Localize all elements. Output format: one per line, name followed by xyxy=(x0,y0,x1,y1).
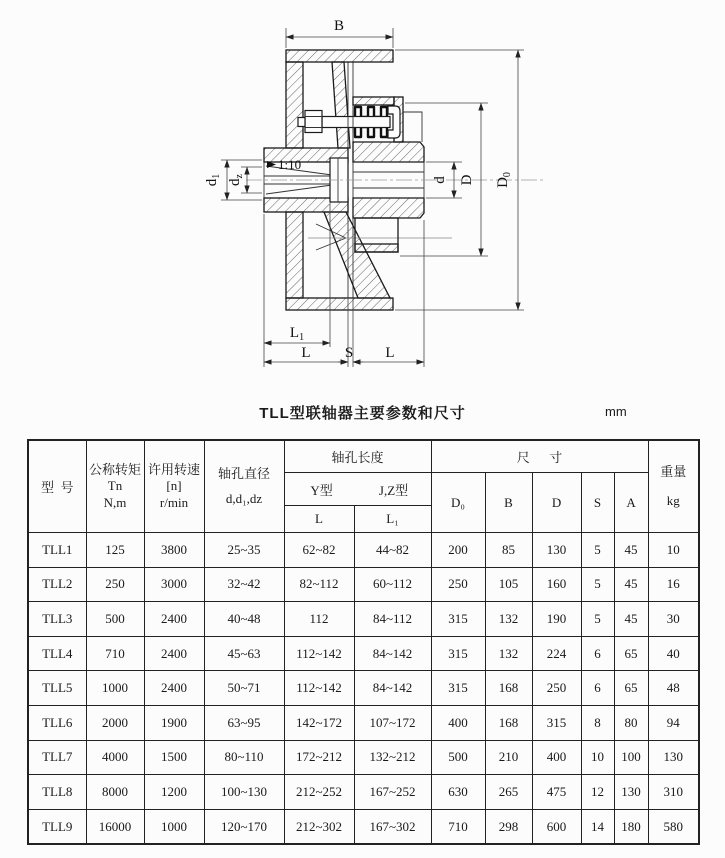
table-row xyxy=(28,809,699,844)
table-cell: 1000 xyxy=(144,809,204,844)
header-bore-line: d,d₁,dz xyxy=(225,490,263,506)
table-cell: 125 xyxy=(86,533,144,568)
web-lower xyxy=(324,212,390,298)
table-cell: 167~302 xyxy=(354,809,431,844)
table-cell: 65 xyxy=(614,636,648,671)
cell-model: TLL4 xyxy=(28,636,86,671)
table-cell: 60~112 xyxy=(354,567,431,602)
header-jz-type: J,Z型 xyxy=(378,482,409,498)
table-cell: 1900 xyxy=(144,705,204,740)
table-cell: 315 xyxy=(532,705,581,740)
header-bore-diameter xyxy=(204,440,284,533)
bolt-shaft xyxy=(322,117,390,128)
right-hub-section xyxy=(353,142,424,252)
table-cell: 212~302 xyxy=(284,809,354,844)
grid-spring-bottom xyxy=(355,127,387,137)
label-D0: $D_0$ xyxy=(495,172,513,188)
table-cell: 6 xyxy=(581,671,614,706)
spring-housing-top xyxy=(353,97,394,105)
table-cell: 3800 xyxy=(144,533,204,568)
label-D: D xyxy=(459,174,475,186)
table-cell: 82~112 xyxy=(284,567,354,602)
table-cell: 630 xyxy=(431,775,485,810)
table-row xyxy=(28,705,699,740)
table-cell: 8000 xyxy=(86,775,144,810)
table-cell: 25~35 xyxy=(204,533,284,568)
table-cell: 32~42 xyxy=(204,567,284,602)
table-cell: 5 xyxy=(581,602,614,637)
table-cell: 100 xyxy=(614,740,648,775)
table-cell: 172~212 xyxy=(284,740,354,775)
header-col-D: D xyxy=(532,473,581,533)
table-cell: 8 xyxy=(581,705,614,740)
table-cell: 112 xyxy=(284,602,354,637)
table-cell: 168 xyxy=(485,671,532,706)
table-cell: 65 xyxy=(614,671,648,706)
table-cell: 80 xyxy=(614,705,648,740)
table-cell: 250 xyxy=(86,567,144,602)
header-torque-line: Tn xyxy=(107,478,123,494)
table-cell: 400 xyxy=(431,705,485,740)
table-cell: 4000 xyxy=(86,740,144,775)
table-cell: 30 xyxy=(648,602,699,637)
table-cell: 210 xyxy=(485,740,532,775)
table-cell: 710 xyxy=(431,809,485,844)
table-cell: 6 xyxy=(581,636,614,671)
header-y-type: Y型 xyxy=(310,482,333,498)
table-cell: 14 xyxy=(581,809,614,844)
taper-label: 1:10 xyxy=(278,157,302,172)
table-cell: 2400 xyxy=(144,636,204,671)
header-col-A: A xyxy=(614,473,648,533)
label-S: S xyxy=(344,345,354,361)
table-cell: 500 xyxy=(431,740,485,775)
table-cell: 112~142 xyxy=(284,671,354,706)
table-cell: 1200 xyxy=(144,775,204,810)
table-title: TLL型联轴器主要参数和尺寸 xyxy=(259,405,466,422)
table-cell: 16 xyxy=(648,567,699,602)
cell-model: TLL5 xyxy=(28,671,86,706)
header-model: 型 号 xyxy=(28,440,86,533)
rim-top-cap xyxy=(286,50,393,62)
table-cell: 40 xyxy=(648,636,699,671)
table-cell: 45 xyxy=(614,602,648,637)
table-cell: 105 xyxy=(485,567,532,602)
table-cell: 40~48 xyxy=(204,602,284,637)
web-upper xyxy=(332,62,350,148)
cell-model: TLL3 xyxy=(28,602,86,637)
table-cell: 212~252 xyxy=(284,775,354,810)
header-weight xyxy=(648,440,699,533)
table-cell: 84~112 xyxy=(354,602,431,637)
label-L-left: L xyxy=(301,345,311,361)
header-bore-types xyxy=(284,473,431,506)
table-cell: 84~142 xyxy=(354,671,431,706)
table-row xyxy=(28,533,699,568)
table-cell: 94 xyxy=(648,705,699,740)
table-cell: 132 xyxy=(485,636,532,671)
unit-label: mm xyxy=(605,404,627,419)
table-cell: 2400 xyxy=(144,602,204,637)
table-cell: 400 xyxy=(532,740,581,775)
table-cell: 80~110 xyxy=(204,740,284,775)
table-cell: 84~142 xyxy=(354,636,431,671)
header-col-S: S xyxy=(581,473,614,533)
table-cell: 63~95 xyxy=(204,705,284,740)
header-weight-line: kg xyxy=(666,492,680,508)
table-cell: 167~252 xyxy=(354,775,431,810)
header-speed-line: [n] xyxy=(166,478,182,494)
table-cell: 10 xyxy=(648,533,699,568)
table-cell: 5 xyxy=(581,567,614,602)
table-row xyxy=(28,775,699,810)
table-cell: 1000 xyxy=(86,671,144,706)
table-cell: 112~142 xyxy=(284,636,354,671)
table-row xyxy=(28,740,699,775)
header-torque-line: N,m xyxy=(103,494,127,510)
header-speed-line: 许用转速 xyxy=(147,462,200,478)
header-dimensions: 尺 寸 xyxy=(431,440,648,473)
header-bore-line: 轴孔直径 xyxy=(217,466,270,482)
parameters-table xyxy=(27,439,700,845)
left-wall-lower xyxy=(286,212,303,298)
header-col-L: L xyxy=(284,506,354,533)
table-row xyxy=(28,636,699,671)
table-cell: 580 xyxy=(648,809,699,844)
header-torque xyxy=(86,440,144,533)
table-cell: 160 xyxy=(532,567,581,602)
table-cell: 298 xyxy=(485,809,532,844)
header-bore-length: 轴孔长度 xyxy=(284,440,431,473)
table-cell: 265 xyxy=(485,775,532,810)
left-wall-upper xyxy=(286,62,303,148)
right-hub-flange-lower xyxy=(353,198,424,218)
taper-bore-line-lower xyxy=(266,185,332,194)
label-B: B xyxy=(333,18,345,34)
grid-spring-top xyxy=(355,107,387,117)
table-caption xyxy=(0,402,725,424)
table-row xyxy=(28,602,699,637)
table-cell: 100~130 xyxy=(204,775,284,810)
right-hub-flange-upper xyxy=(353,142,424,162)
table-cell: 315 xyxy=(431,602,485,637)
table-cell: 62~82 xyxy=(284,533,354,568)
table-cell: 142~172 xyxy=(284,705,354,740)
table-cell: 315 xyxy=(431,671,485,706)
table-cell: 2400 xyxy=(144,671,204,706)
table-cell: 168 xyxy=(485,705,532,740)
table-cell: 10 xyxy=(581,740,614,775)
table-cell: 44~82 xyxy=(354,533,431,568)
table-cell: 180 xyxy=(614,809,648,844)
table-cell: 310 xyxy=(648,775,699,810)
table-cell: 130 xyxy=(532,533,581,568)
table-cell: 1500 xyxy=(144,740,204,775)
bolt-hex-nut xyxy=(305,111,322,133)
table-cell: 200 xyxy=(431,533,485,568)
table-cell: 3000 xyxy=(144,567,204,602)
table-cell: 130 xyxy=(614,775,648,810)
table-cell: 12 xyxy=(581,775,614,810)
coupling-drawing xyxy=(0,0,725,398)
table-cell: 107~172 xyxy=(354,705,431,740)
header-weight-line: 重量 xyxy=(660,464,687,480)
cell-model: TLL8 xyxy=(28,775,86,810)
label-dz: $d_z$ xyxy=(227,174,245,186)
table-cell: 48 xyxy=(648,671,699,706)
table-cell: 315 xyxy=(431,636,485,671)
table-cell: 130 xyxy=(648,740,699,775)
header-col-D0: D₀ xyxy=(431,473,485,533)
header-speed-line: r/min xyxy=(159,494,189,510)
sleeve-step xyxy=(403,112,422,142)
cell-model: TLL9 xyxy=(28,809,86,844)
header-torque-line: 公称转矩 xyxy=(88,462,141,478)
table-cell: 250 xyxy=(431,567,485,602)
cell-model: TLL1 xyxy=(28,533,86,568)
label-d: d xyxy=(432,176,448,184)
label-L-right: L xyxy=(385,345,395,361)
cell-model: TLL6 xyxy=(28,705,86,740)
table-row xyxy=(28,567,699,602)
table-cell: 190 xyxy=(532,602,581,637)
table-cell: 600 xyxy=(532,809,581,844)
table-cell: 500 xyxy=(86,602,144,637)
header-col-L1: L₁ xyxy=(354,506,431,533)
cell-model: TLL7 xyxy=(28,740,86,775)
header-col-B: B xyxy=(485,473,532,533)
table-cell: 45 xyxy=(614,567,648,602)
grid-spring-assembly xyxy=(298,97,422,142)
table-cell: 250 xyxy=(532,671,581,706)
header-speed xyxy=(144,440,204,533)
table-cell: 475 xyxy=(532,775,581,810)
table-cell: 132~212 xyxy=(354,740,431,775)
table-row xyxy=(28,671,699,706)
label-d1: $d_1$ xyxy=(204,173,222,187)
bolt-tip xyxy=(298,118,305,127)
right-hub-lower-band xyxy=(355,244,398,252)
table-cell: 710 xyxy=(86,636,144,671)
table-cell: 45 xyxy=(614,533,648,568)
table-cell: 50~71 xyxy=(204,671,284,706)
table-cell: 224 xyxy=(532,636,581,671)
table-cell: 45~63 xyxy=(204,636,284,671)
cell-model: TLL2 xyxy=(28,567,86,602)
table-cell: 132 xyxy=(485,602,532,637)
table-cell: 85 xyxy=(485,533,532,568)
label-L1: $L_1$ xyxy=(289,325,305,343)
table-cell: 120~170 xyxy=(204,809,284,844)
rim-bottom-cap xyxy=(286,298,393,310)
table-cell: 16000 xyxy=(86,809,144,844)
table-cell: 2000 xyxy=(86,705,144,740)
table-cell: 5 xyxy=(581,533,614,568)
